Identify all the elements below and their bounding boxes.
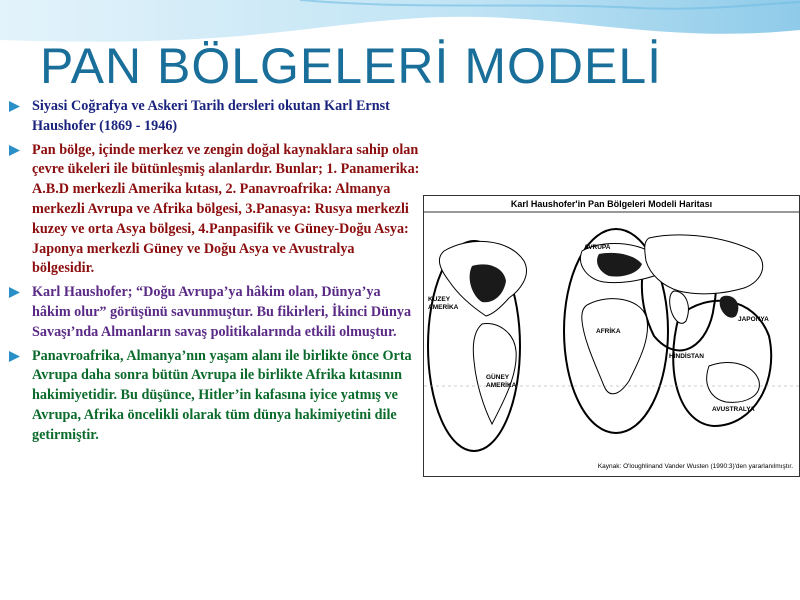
map-label-japonya: JAPONYA — [738, 316, 769, 323]
bullet-item — [8, 97, 420, 137]
world-map-graphic — [424, 196, 799, 476]
bullet-item — [8, 283, 420, 342]
map-label-hindistan: HİNDİSTAN — [669, 353, 704, 360]
bullet-icon — [8, 100, 21, 113]
pan-regions-map — [423, 195, 800, 477]
map-label-guney-amerika: GÜNEY AMERİKA — [486, 374, 517, 389]
map-label-kuzey-amerika: KUZEY AMERİKA — [428, 296, 459, 311]
bullet-text: Karl Haushofer; “Doğu Avrupa’ya hâkim olan, Dünya’ya hâkim olur” görüşünü savunmuştur. Bu fikirleri, İkinci Dünya Savaşı’nda Almanların savaş politikalarında etkili olmuştur. — [32, 284, 412, 340]
bullet-text: Pan bölge, içinde merkez ve zengin doğal kaynaklara sahip olan çevre ükeleri ile bütünleşmiş alanlardır. Bunlar; 1. Panamerika: A.B.D merkezli Amerika kıtası, 2. Panavroafrika: Almanya merkezli Avrupa ve Afrika bölgesi, 3.Panasya: Rusya merkezli kuzey ve orta Asya bölgesi, 4.Panpasifik ve Güney-Doğu Asya: Japonya merkezli Güney ve Doğu Asya ve Avustralya bölgesidir. — [32, 141, 420, 277]
map-source: Kaynak: O'loughlinand Vander Wusten (1990:3)'den yararlanılmıştır. — [597, 463, 793, 470]
page-title: PAN BÖLGELERİ MODELİ — [40, 38, 663, 94]
bullet-icon — [8, 350, 21, 363]
bullet-list — [8, 97, 420, 450]
map-title: Karl Haushofer'in Pan Bölgeleri Modeli Haritası — [510, 199, 713, 209]
bullet-icon — [8, 144, 21, 157]
bullet-item — [8, 141, 420, 280]
bullet-icon — [8, 286, 21, 299]
bullet-text: Panavroafrika, Almanya’nın yaşam alanı ile birlikte önce Orta Avrupa daha sonra bütün Avrupa ile birlikte Afrika kıtasının hakimiyetidir. Bu düşünce, Hitler’in kafasına iyice yatmış ve Avrupa, Afrika öncelikli olarak tüm dünya hakimiyetini dile getirmiştir. — [32, 347, 412, 443]
map-label-avrupa: AVRUPA — [584, 244, 611, 251]
bullet-text: Siyasi Coğrafya ve Askeri Tarih dersleri okutan Karl Ernst Haushofer (1869 - 1946) — [32, 98, 390, 134]
bullet-item — [8, 347, 420, 446]
map-label-afrika: AFRİKA — [596, 328, 621, 335]
map-label-avustralya: AVUSTRALYA — [712, 406, 755, 413]
